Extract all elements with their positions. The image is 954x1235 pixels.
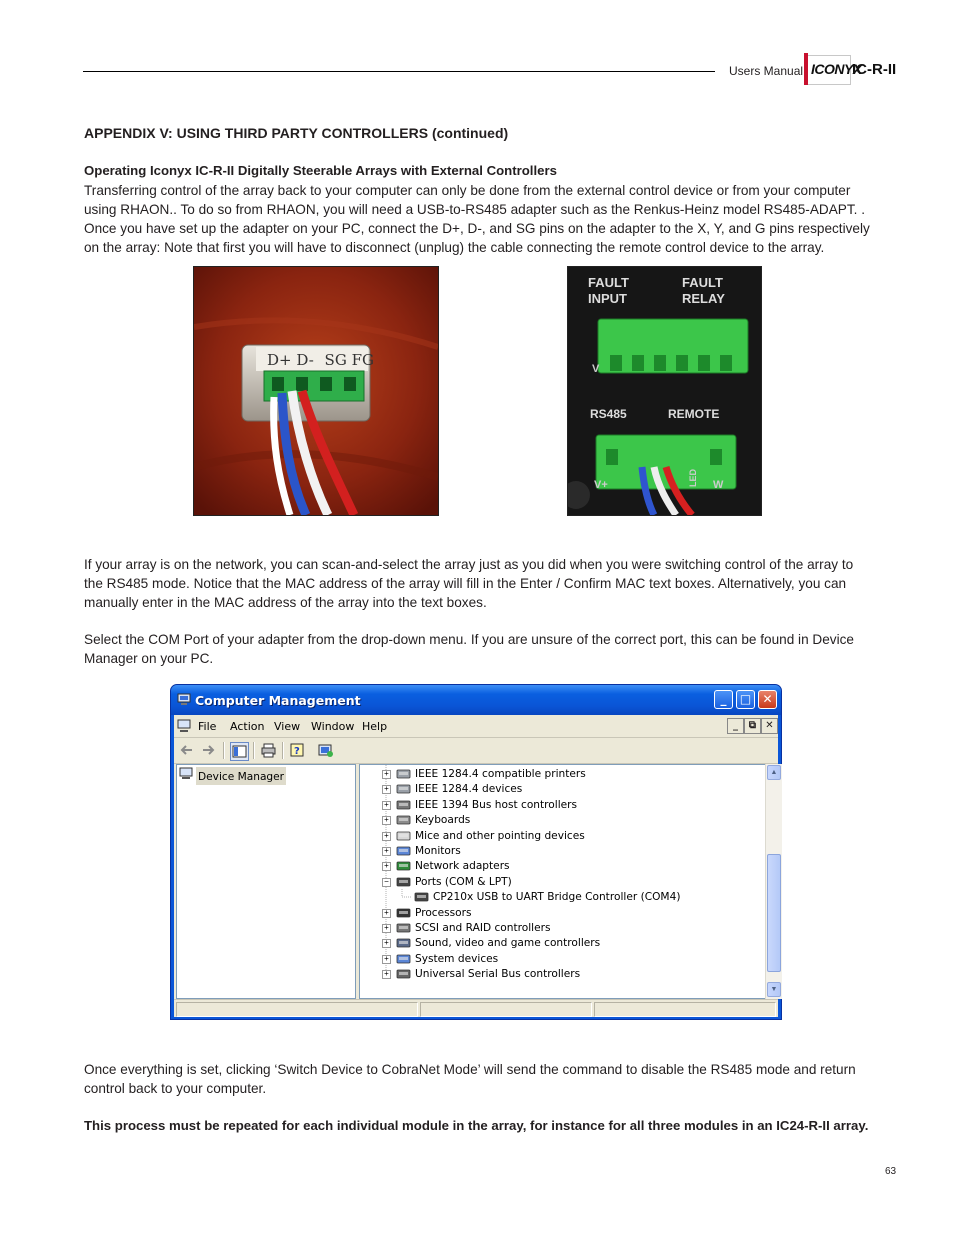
iconyx-logo — [804, 53, 900, 85]
label-fault-input-1: FAULT — [588, 275, 629, 290]
menu-view[interactable]: View — [274, 720, 301, 733]
page-number: 63 — [885, 1166, 897, 1177]
label-fault-relay-1: FAULT — [682, 275, 723, 290]
logo-word: ICONYX — [811, 61, 862, 77]
device-category-label: System devices — [415, 952, 499, 965]
expand-icon[interactable]: + — [382, 801, 391, 810]
toolbar-separator — [223, 742, 225, 759]
sub-title: Operating Iconyx IC-R-II Digitally Steerable Arrays with External Controllers — [84, 163, 557, 178]
computer-management-window — [170, 684, 782, 1020]
bus-controller-icon — [396, 798, 411, 812]
expand-icon[interactable]: + — [382, 847, 391, 856]
paragraph-switch-mode: Once everything is set, clicking ‘Switch Device to CobraNet Mode’ will send the command to disable the RS485 mode and return control back to your computer. — [84, 1062, 856, 1096]
expand-icon[interactable]: + — [382, 816, 391, 825]
port-icon — [414, 890, 429, 904]
mouse-icon — [396, 829, 411, 843]
help-icon[interactable] — [289, 742, 306, 759]
device-category-row[interactable] — [360, 936, 760, 951]
label-fault-relay-2: RELAY — [682, 291, 725, 306]
printer-icon — [396, 767, 411, 781]
paragraph-com-port: Select the COM Port of your adapter from the drop-down menu. If you are unsure of the correct port, this can be found in Device Manager on your PC. — [84, 632, 854, 666]
device-category-row[interactable] — [360, 906, 760, 921]
pin-label-d-plus: D+ — [267, 351, 292, 369]
expand-icon[interactable]: + — [382, 770, 391, 779]
device-category-label: Ports (COM & LPT) — [415, 875, 512, 888]
maximize-button[interactable]: □ — [736, 690, 755, 709]
system-icon — [396, 952, 411, 966]
device-category-label: Mice and other pointing devices — [415, 829, 585, 842]
device-category-row[interactable] — [360, 952, 760, 967]
status-cell — [594, 1002, 776, 1017]
header-label: Users Manual — [729, 64, 804, 78]
mdi-minimize-button[interactable]: _ — [727, 718, 744, 734]
close-button[interactable]: ✕ — [758, 690, 777, 709]
window-titlebar[interactable] — [171, 685, 781, 715]
expand-icon[interactable]: + — [382, 832, 391, 841]
vertical-scrollbar[interactable] — [765, 764, 782, 999]
svg-text:?: ? — [294, 746, 300, 757]
device-category-label: Network adapters — [415, 860, 510, 873]
pin-label-fg: FG — [351, 351, 374, 369]
expand-icon[interactable]: + — [382, 955, 391, 964]
device-category-label: IEEE 1284.4 compatible printers — [415, 768, 586, 780]
sound-icon — [396, 936, 411, 950]
section-title: APPENDIX V: USING THIRD PARTY CONTROLLERS (continued) — [84, 125, 509, 141]
expand-icon[interactable]: + — [382, 862, 391, 871]
expand-icon[interactable]: + — [382, 909, 391, 918]
device-category-row[interactable] — [360, 875, 760, 890]
menu-bar — [174, 715, 778, 738]
toolbar-separator — [282, 742, 284, 759]
label-led: LED — [688, 469, 698, 487]
properties-icon[interactable] — [317, 742, 334, 759]
device-category-row[interactable] — [360, 798, 760, 813]
device-icon — [396, 782, 411, 796]
monitor-icon — [396, 844, 411, 858]
logo-model: IC-R-II — [852, 61, 897, 78]
paragraph-network: If your array is on the network, you can scan-and-select the array just as you did when you were switching control of the array to the RS485 mode. Notice that the MAC address of the array will fill in the Enter / Confirm MAC text boxes. Alternatively, you can manually enter in the MAC address of the array into the text boxes. — [84, 557, 854, 610]
menu-help[interactable]: Help — [362, 720, 388, 733]
pin-label-d-minus: D- — [296, 351, 314, 369]
show-hide-console-tree-icon[interactable] — [230, 742, 249, 761]
device-category-label: Keyboards — [415, 814, 471, 827]
mdi-close-button[interactable]: ✕ — [761, 718, 778, 734]
print-icon[interactable] — [260, 742, 277, 759]
device-category-row[interactable] — [360, 813, 760, 828]
status-bar — [174, 999, 778, 1018]
expand-icon[interactable]: + — [382, 785, 391, 794]
label-w: W — [713, 479, 724, 491]
adapter-photo — [193, 266, 439, 516]
device-category-row[interactable] — [360, 782, 760, 797]
device-category-label: IEEE 1284.4 devices — [415, 783, 523, 796]
device-category-row[interactable] — [360, 767, 760, 782]
tree-item-device-manager[interactable]: Device Manager — [198, 771, 285, 783]
menu-window[interactable]: Window — [311, 720, 355, 733]
collapse-icon[interactable]: − — [382, 878, 391, 887]
label-v: V — [592, 363, 600, 375]
usb-icon — [396, 967, 411, 981]
pin-label-sg: SG — [324, 351, 347, 369]
device-category-row[interactable] — [360, 921, 760, 936]
label-rs485: RS485 — [590, 407, 627, 421]
device-category-label: CP210x USB to UART Bridge Controller (COM4) — [433, 891, 681, 904]
device-category-row[interactable] — [360, 844, 760, 859]
label-v-plus: V+ — [594, 479, 608, 491]
computer-management-icon — [177, 693, 192, 706]
expand-icon[interactable]: + — [382, 970, 391, 979]
scroll-down-arrow-icon[interactable]: ▼ — [767, 982, 781, 997]
device-category-label: Sound, video and game controllers — [415, 937, 601, 950]
paragraph-intro: Transferring control of the array back to your computer can only be done from the external control device or from your computer using RHAON.. To do so from RHAON, you will need a USB-to-RS485 adapter such as the Renkus-Heinz model RS485-ADAPT. . Once you have set up the adapter on your PC, connect the D+, D-, and SG pins on the adapter to the X, Y, and G pins respectively on the array: Note that first you will have to disconnect (unplug) the cable connecting the remote control device to the array. — [84, 183, 870, 255]
expand-icon[interactable]: + — [382, 924, 391, 933]
window-title: Computer Management — [195, 693, 361, 708]
expand-icon[interactable]: + — [382, 939, 391, 948]
device-category-row[interactable] — [360, 829, 760, 844]
console-tree-pane — [176, 764, 356, 999]
scsi-icon — [396, 921, 411, 935]
toolbar-separator — [253, 742, 255, 759]
menu-action[interactable]: Action — [230, 720, 265, 733]
mmc-menu-icon[interactable] — [177, 719, 192, 733]
device-category-label: Monitors — [415, 845, 461, 857]
device-category-row[interactable] — [360, 967, 760, 982]
port-icon — [396, 875, 411, 889]
device-list-pane — [359, 764, 766, 999]
device-category-label: Universal Serial Bus controllers — [415, 968, 581, 981]
toolbar — [174, 738, 778, 764]
label-remote: REMOTE — [668, 407, 720, 421]
device-category-label: SCSI and RAID controllers — [415, 922, 551, 934]
device-category-label: Processors — [415, 906, 472, 919]
window-body — [174, 715, 778, 1017]
forward-arrow-icon[interactable] — [200, 742, 217, 759]
mdi-restore-button[interactable]: ⧉ — [744, 718, 761, 734]
back-arrow-icon[interactable] — [178, 742, 195, 759]
label-fault-input-2: INPUT — [588, 291, 627, 306]
status-cell — [176, 1002, 418, 1017]
header-rule — [83, 71, 715, 72]
status-cell — [420, 1002, 592, 1017]
network-adapter-icon — [396, 859, 411, 873]
keyboard-icon — [396, 813, 411, 827]
device-category-row[interactable] — [360, 890, 760, 905]
scroll-thumb[interactable] — [767, 854, 781, 972]
menu-file[interactable]: File — [198, 720, 217, 733]
device-category-label: IEEE 1394 Bus host controllers — [415, 798, 578, 811]
device-category-row[interactable] — [360, 859, 760, 874]
minimize-button[interactable]: _ — [714, 690, 733, 709]
scroll-up-arrow-icon[interactable]: ▲ — [767, 765, 781, 780]
paragraph-repeat-note: This process must be repeated for each individual module in the array, for instance for all three modules in an IC24-R-II array. — [84, 1118, 869, 1133]
panel-photo — [567, 266, 762, 516]
device-manager-icon — [179, 767, 194, 780]
processor-icon — [396, 906, 411, 920]
